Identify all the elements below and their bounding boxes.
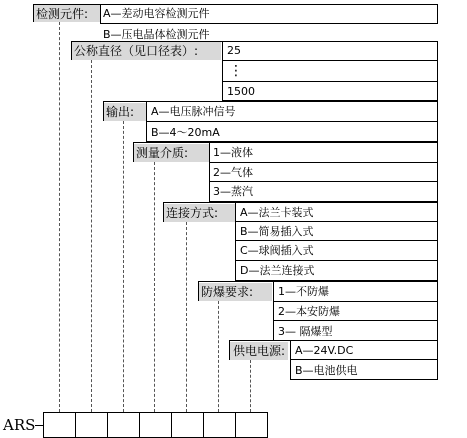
- divider-line: [229, 340, 437, 341]
- code-slot: [107, 412, 140, 438]
- code-slot: [43, 412, 76, 438]
- divider-line: [146, 121, 437, 122]
- divider-line: [235, 221, 437, 222]
- leader-line: [186, 222, 187, 412]
- option-explosion-3: 3— 隔爆型: [278, 324, 333, 338]
- divider-line: [146, 101, 147, 142]
- divider-line: [437, 281, 438, 341]
- divider-line: [235, 260, 437, 261]
- divider-line: [100, 4, 101, 24]
- divider-line: [163, 202, 164, 222]
- group-label-explosion-proof: 防爆要求:: [198, 283, 272, 301]
- option-connection-d: D—法兰连接式: [240, 263, 315, 277]
- group-label-power-supply: 供电电源:: [230, 342, 288, 360]
- option-power-b: B—电池供电: [295, 363, 358, 377]
- divider-line: [235, 240, 437, 241]
- divider-line: [103, 101, 437, 102]
- code-slot: [171, 412, 204, 438]
- divider-line: [100, 23, 437, 24]
- divider-line: [290, 379, 437, 380]
- option-explosion-1: 1—不防爆: [278, 284, 329, 298]
- model-code-prefix: ARS: [3, 416, 36, 434]
- group-label-output: 输出:: [103, 103, 146, 121]
- option-sensing-element-b: B—压电晶体检测元件: [103, 27, 210, 41]
- divider-line: [33, 4, 34, 22]
- divider-line: [71, 41, 437, 42]
- option-diameter-ellipsis: ⋮: [229, 62, 243, 79]
- option-power-a: A—24V.DC: [295, 343, 354, 357]
- option-diameter-1500: 1500: [227, 84, 255, 98]
- divider-line: [198, 281, 437, 282]
- leader-line: [91, 60, 92, 412]
- code-slot: [139, 412, 172, 438]
- option-medium-1: 1—液体: [213, 145, 253, 159]
- divider-line: [273, 320, 437, 321]
- divider-line: [163, 202, 437, 203]
- divider-line: [198, 281, 199, 301]
- code-prefix-dash: [35, 425, 43, 426]
- divider-line: [437, 202, 438, 281]
- divider-line: [71, 41, 72, 60]
- divider-line: [229, 340, 230, 360]
- code-slot: [75, 412, 108, 438]
- divider-line: [222, 81, 437, 82]
- divider-line: [290, 340, 291, 380]
- divider-line: [273, 281, 274, 341]
- group-label-medium: 测量介质:: [133, 144, 209, 162]
- divider-line: [437, 4, 438, 24]
- leader-line: [250, 360, 251, 412]
- option-output-b: B—4～20mA: [151, 125, 220, 139]
- divider-line: [209, 181, 437, 182]
- group-label-nominal-diameter: 公称直径（见口径表）:: [71, 41, 221, 60]
- option-diameter-25: 25: [227, 43, 241, 57]
- option-output-a: A—电压脉冲信号: [151, 104, 236, 118]
- leader-line: [154, 162, 155, 412]
- group-label-connection: 连接方式:: [163, 204, 235, 222]
- group-label-sensing-element: 检测元件:: [33, 5, 100, 22]
- divider-line: [133, 142, 134, 162]
- leader-line: [123, 121, 124, 412]
- leader-line: [218, 301, 219, 412]
- option-sensing-element-a: A—差动电容检测元件: [103, 6, 210, 20]
- code-slot: [235, 412, 268, 438]
- divider-line: [133, 142, 437, 143]
- option-connection-c: C—球阀插入式: [240, 243, 314, 257]
- divider-line: [235, 202, 236, 281]
- divider-line: [222, 41, 223, 101]
- divider-line: [290, 359, 437, 360]
- divider-line: [273, 301, 437, 302]
- option-connection-b: B—简易插入式: [240, 224, 314, 238]
- option-medium-3: 3—蒸汽: [213, 184, 253, 198]
- leader-line: [59, 22, 60, 412]
- option-connection-a: A—法兰卡装式: [240, 205, 314, 219]
- divider-line: [437, 41, 438, 101]
- divider-line: [209, 162, 437, 163]
- option-explosion-2: 2—本安防爆: [278, 304, 340, 318]
- divider-line: [437, 340, 438, 380]
- code-slot: [203, 412, 236, 438]
- divider-line: [222, 60, 437, 61]
- divider-line: [437, 142, 438, 202]
- option-medium-2: 2—气体: [213, 165, 253, 179]
- divider-line: [33, 4, 437, 5]
- divider-line: [437, 101, 438, 142]
- divider-line: [209, 142, 210, 202]
- divider-line: [103, 101, 104, 121]
